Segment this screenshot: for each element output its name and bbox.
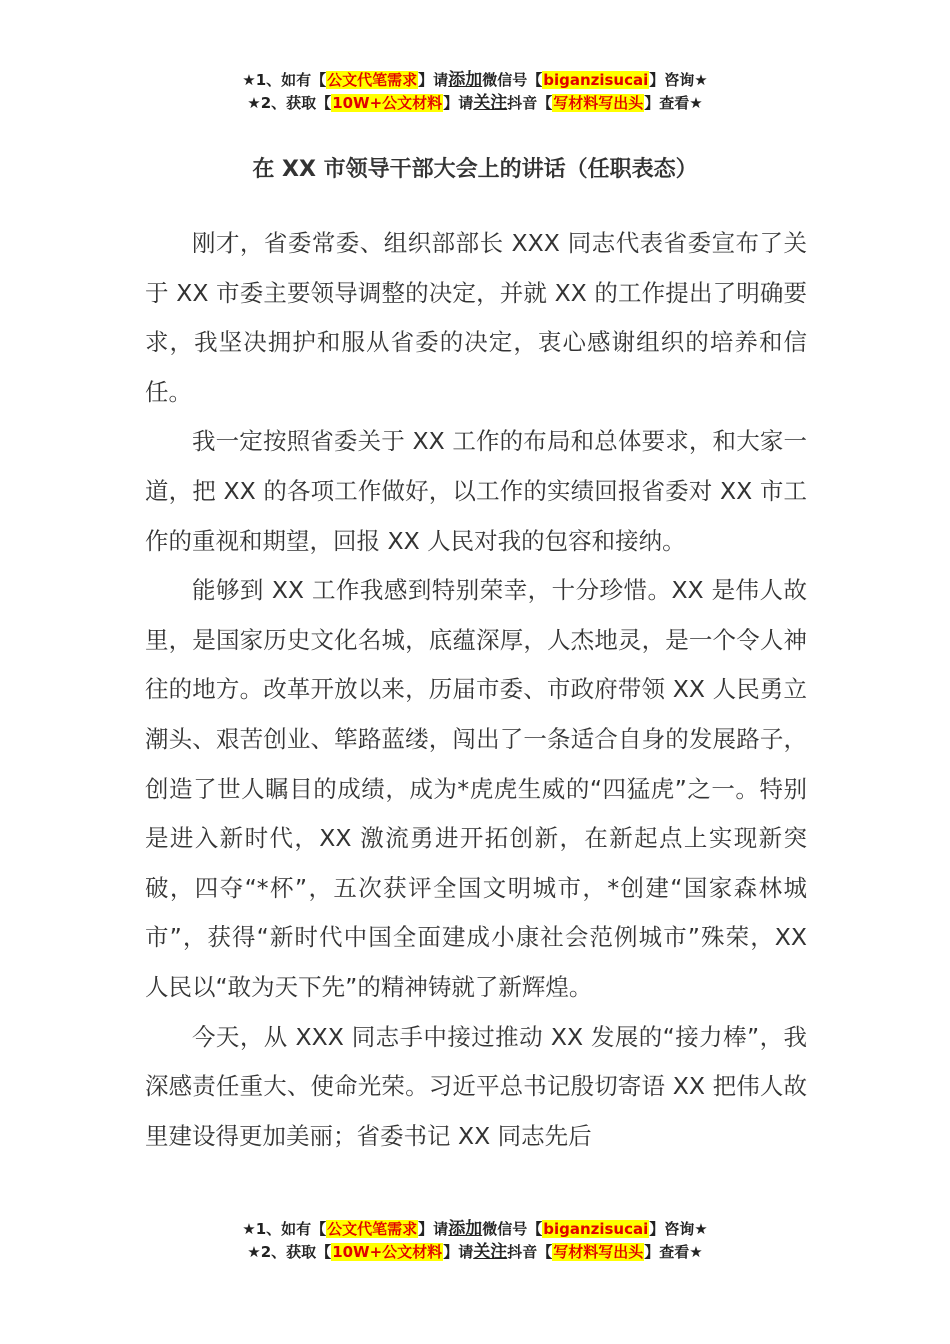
promo-emphasis: 添加 [448, 1219, 483, 1239]
promo-text: 】咨询★ [649, 71, 708, 89]
promo-text: 】请 [443, 94, 474, 112]
promo-text: 微信号【 [482, 71, 543, 89]
promo-emphasis: 关注 [473, 93, 508, 113]
promo-highlight: 公文代笔需求 [327, 1220, 418, 1238]
promo-text: 微信号【 [482, 1220, 543, 1238]
promo-text: 】查看★ [644, 94, 703, 112]
promo-highlight: 10W+公文材料 [332, 1243, 443, 1261]
promo-text: 】请 [418, 71, 449, 89]
promo-highlight: 写材料写出头 [553, 1243, 644, 1261]
promo-text: 】查看★ [644, 1243, 703, 1261]
paragraph: 我一定按照省委关于 XX 工作的布局和总体要求，和大家一道，把 XX 的各项工作做好，以工作的实绩回报省委对 XX 市工作的重视和期望，回报 XX 人民对我的包容和接纳。 [145, 427, 807, 555]
document-title: 在 XX 市领导干部大会上的讲话（任职表态） [252, 157, 698, 182]
document-body [145, 219, 807, 1161]
promo-line-1 [0, 69, 950, 92]
paragraph: 今天，从 XXX 同志手中接过推动 XX 发展的“接力棒”，我深感责任重大、使命光荣。习近平总书记殷切寄语 XX 把伟人故里建设得更加美丽；省委书记 XX 同志先后 [145, 1022, 807, 1150]
paragraph: 刚才，省委常委、组织部部长 XXX 同志代表省委宣布了关于 XX 市委主要领导调整的决定，并就 XX 的工作提出了明确要求，我坚决拥护和服从省委的决定，衷心感谢组织的培养和信任。 [145, 229, 807, 406]
promo-line-2 [0, 1241, 950, 1264]
promo-wechat-id: biganzisucai [543, 71, 649, 89]
promo-text: 抖音【 [507, 94, 553, 112]
promo-text: 】咨询★ [649, 1220, 708, 1238]
promo-text: ★1、如有【 [242, 1220, 327, 1238]
footer-promo [0, 1218, 950, 1264]
header-promo [0, 69, 950, 115]
promo-text: 】请 [418, 1220, 449, 1238]
promo-line-1 [0, 1218, 950, 1241]
promo-emphasis: 关注 [473, 1242, 508, 1262]
promo-emphasis: 添加 [448, 70, 483, 90]
promo-line-2 [0, 92, 950, 115]
promo-text: ★2、获取【 [247, 94, 332, 112]
promo-text: ★1、如有【 [242, 71, 327, 89]
promo-text: 抖音【 [507, 1243, 553, 1261]
promo-highlight: 写材料写出头 [553, 94, 644, 112]
promo-highlight: 公文代笔需求 [327, 71, 418, 89]
promo-wechat-id: biganzisucai [543, 1220, 649, 1238]
promo-highlight: 10W+公文材料 [332, 94, 443, 112]
promo-text: 】请 [443, 1243, 474, 1261]
promo-text: ★2、获取【 [247, 1243, 332, 1261]
paragraph: 能够到 XX 工作我感到特别荣幸，十分珍惜。XX 是伟人故里，是国家历史文化名城，底蕴深厚，人杰地灵，是一个令人神往的地方。改革开放以来，历届市委、市政府带领 XX 人民勇立潮头、艰苦创业、筚路蓝缕，闯出了一条适合自身的发展路子，创造了世人瞩目的成绩，成为*虎虎生威的“四猛虎”之一。特别是进入新时代，XX 激流勇进开拓创新，在新起点上实现新突破，四夺“*杯”，五次获评全国文明城市，*创建“国家森林城市”，获得“新时代中国全面建成小康社会范例城市”殊荣，XX 人民以“敢为天下先”的精神铸就了新辉煌。 [145, 576, 807, 1001]
